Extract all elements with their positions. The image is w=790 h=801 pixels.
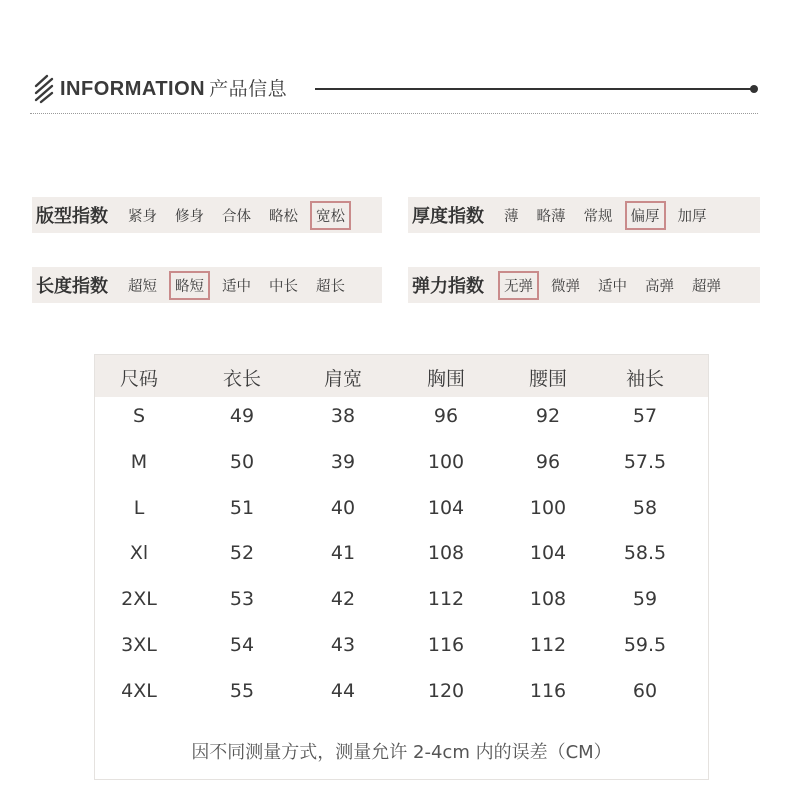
fit-index-row	[32, 197, 382, 233]
measurement-cell: 116	[427, 634, 465, 656]
index-label: 长度指数	[36, 276, 108, 297]
index-option-selected: 无弹	[498, 271, 539, 300]
size-cell: M	[130, 451, 148, 473]
index-option: 高弹	[645, 278, 674, 295]
diagonal-stripes-icon	[33, 74, 55, 104]
measurement-cell: 96	[433, 405, 459, 427]
column-header: 尺码	[119, 368, 158, 390]
measurement-cell: 120	[427, 680, 465, 702]
measurement-cell: 50	[229, 451, 255, 473]
index-option: 适中	[598, 278, 627, 295]
measurement-cell: 49	[229, 405, 255, 427]
index-option: 略松	[269, 208, 298, 225]
index-option: 超弹	[692, 278, 721, 295]
index-option: 微弹	[551, 278, 580, 295]
measurement-cell: 42	[330, 588, 356, 610]
column-header: 腰围	[528, 368, 567, 390]
measurement-cell: 57	[632, 405, 658, 427]
column-header: 胸围	[426, 368, 465, 390]
measurement-cell: 59.5	[623, 634, 667, 656]
measurement-note: 因不同测量方式，测量允许 2-4cm 内的误差（CM）	[191, 742, 612, 763]
index-label: 版型指数	[36, 206, 108, 227]
measurement-cell: 38	[330, 405, 356, 427]
measurement-cell: 100	[427, 451, 465, 473]
index-option: 紧身	[128, 208, 157, 225]
index-option: 加厚	[677, 208, 707, 225]
measurement-cell: 60	[632, 680, 658, 702]
elasticity-index-row	[408, 267, 760, 303]
index-option: 超短	[128, 278, 157, 295]
title-divider-dot	[750, 85, 758, 93]
measurement-cell: 57.5	[623, 451, 667, 473]
size-cell: 2XL	[121, 588, 157, 610]
thickness-index-row	[408, 197, 760, 233]
length-index-row	[32, 267, 382, 303]
index-option-selected: 略短	[169, 271, 210, 300]
column-header: 肩宽	[323, 368, 362, 390]
measurement-cell: 40	[330, 497, 356, 519]
measurement-cell: 104	[427, 497, 465, 519]
size-cell: Xl	[129, 542, 149, 564]
size-cell: S	[132, 405, 146, 427]
measurement-cell: 96	[535, 451, 561, 473]
index-option: 修身	[175, 208, 204, 225]
measurement-cell: 116	[529, 680, 567, 702]
measurement-cell: 39	[330, 451, 356, 473]
index-option-selected: 宽松	[310, 201, 351, 230]
measurement-cell: 92	[535, 405, 561, 427]
measurement-cell: 112	[529, 634, 567, 656]
measurement-cell: 104	[529, 542, 567, 564]
index-option: 常规	[583, 208, 613, 225]
measurement-cell: 41	[330, 542, 356, 564]
measurement-cell: 58.5	[623, 542, 667, 564]
size-table-header	[95, 355, 708, 397]
index-option: 薄	[504, 208, 519, 225]
title-divider-line	[315, 88, 753, 90]
column-header: 袖长	[625, 368, 664, 390]
dotted-separator	[30, 113, 758, 114]
measurement-cell: 44	[330, 680, 356, 702]
column-header: 衣长	[222, 368, 261, 390]
measurement-cell: 112	[427, 588, 465, 610]
measurement-cell: 108	[427, 542, 465, 564]
index-option-selected: 偏厚	[625, 201, 666, 230]
measurement-cell: 54	[229, 634, 255, 656]
size-cell: L	[133, 497, 145, 519]
index-option: 中长	[269, 278, 298, 295]
section-title-en: INFORMATION	[60, 78, 206, 100]
measurement-cell: 51	[229, 497, 255, 519]
index-option: 超长	[316, 278, 345, 295]
measurement-cell: 59	[632, 588, 658, 610]
measurement-cell: 55	[229, 680, 255, 702]
section-title-cn: 产品信息	[209, 78, 288, 100]
measurement-cell: 43	[330, 634, 356, 656]
index-label: 厚度指数	[412, 206, 484, 227]
index-label: 弹力指数	[412, 276, 484, 297]
measurement-cell: 58	[632, 497, 658, 519]
index-option: 略薄	[536, 208, 566, 225]
size-table	[94, 354, 709, 780]
measurement-cell: 108	[529, 588, 567, 610]
index-option: 合体	[222, 208, 251, 225]
size-cell: 4XL	[121, 680, 157, 702]
section-title	[60, 76, 287, 102]
index-option: 适中	[222, 278, 251, 295]
measurement-cell: 53	[229, 588, 255, 610]
measurement-cell: 100	[529, 497, 567, 519]
measurement-cell: 52	[229, 542, 255, 564]
size-cell: 3XL	[121, 634, 157, 656]
